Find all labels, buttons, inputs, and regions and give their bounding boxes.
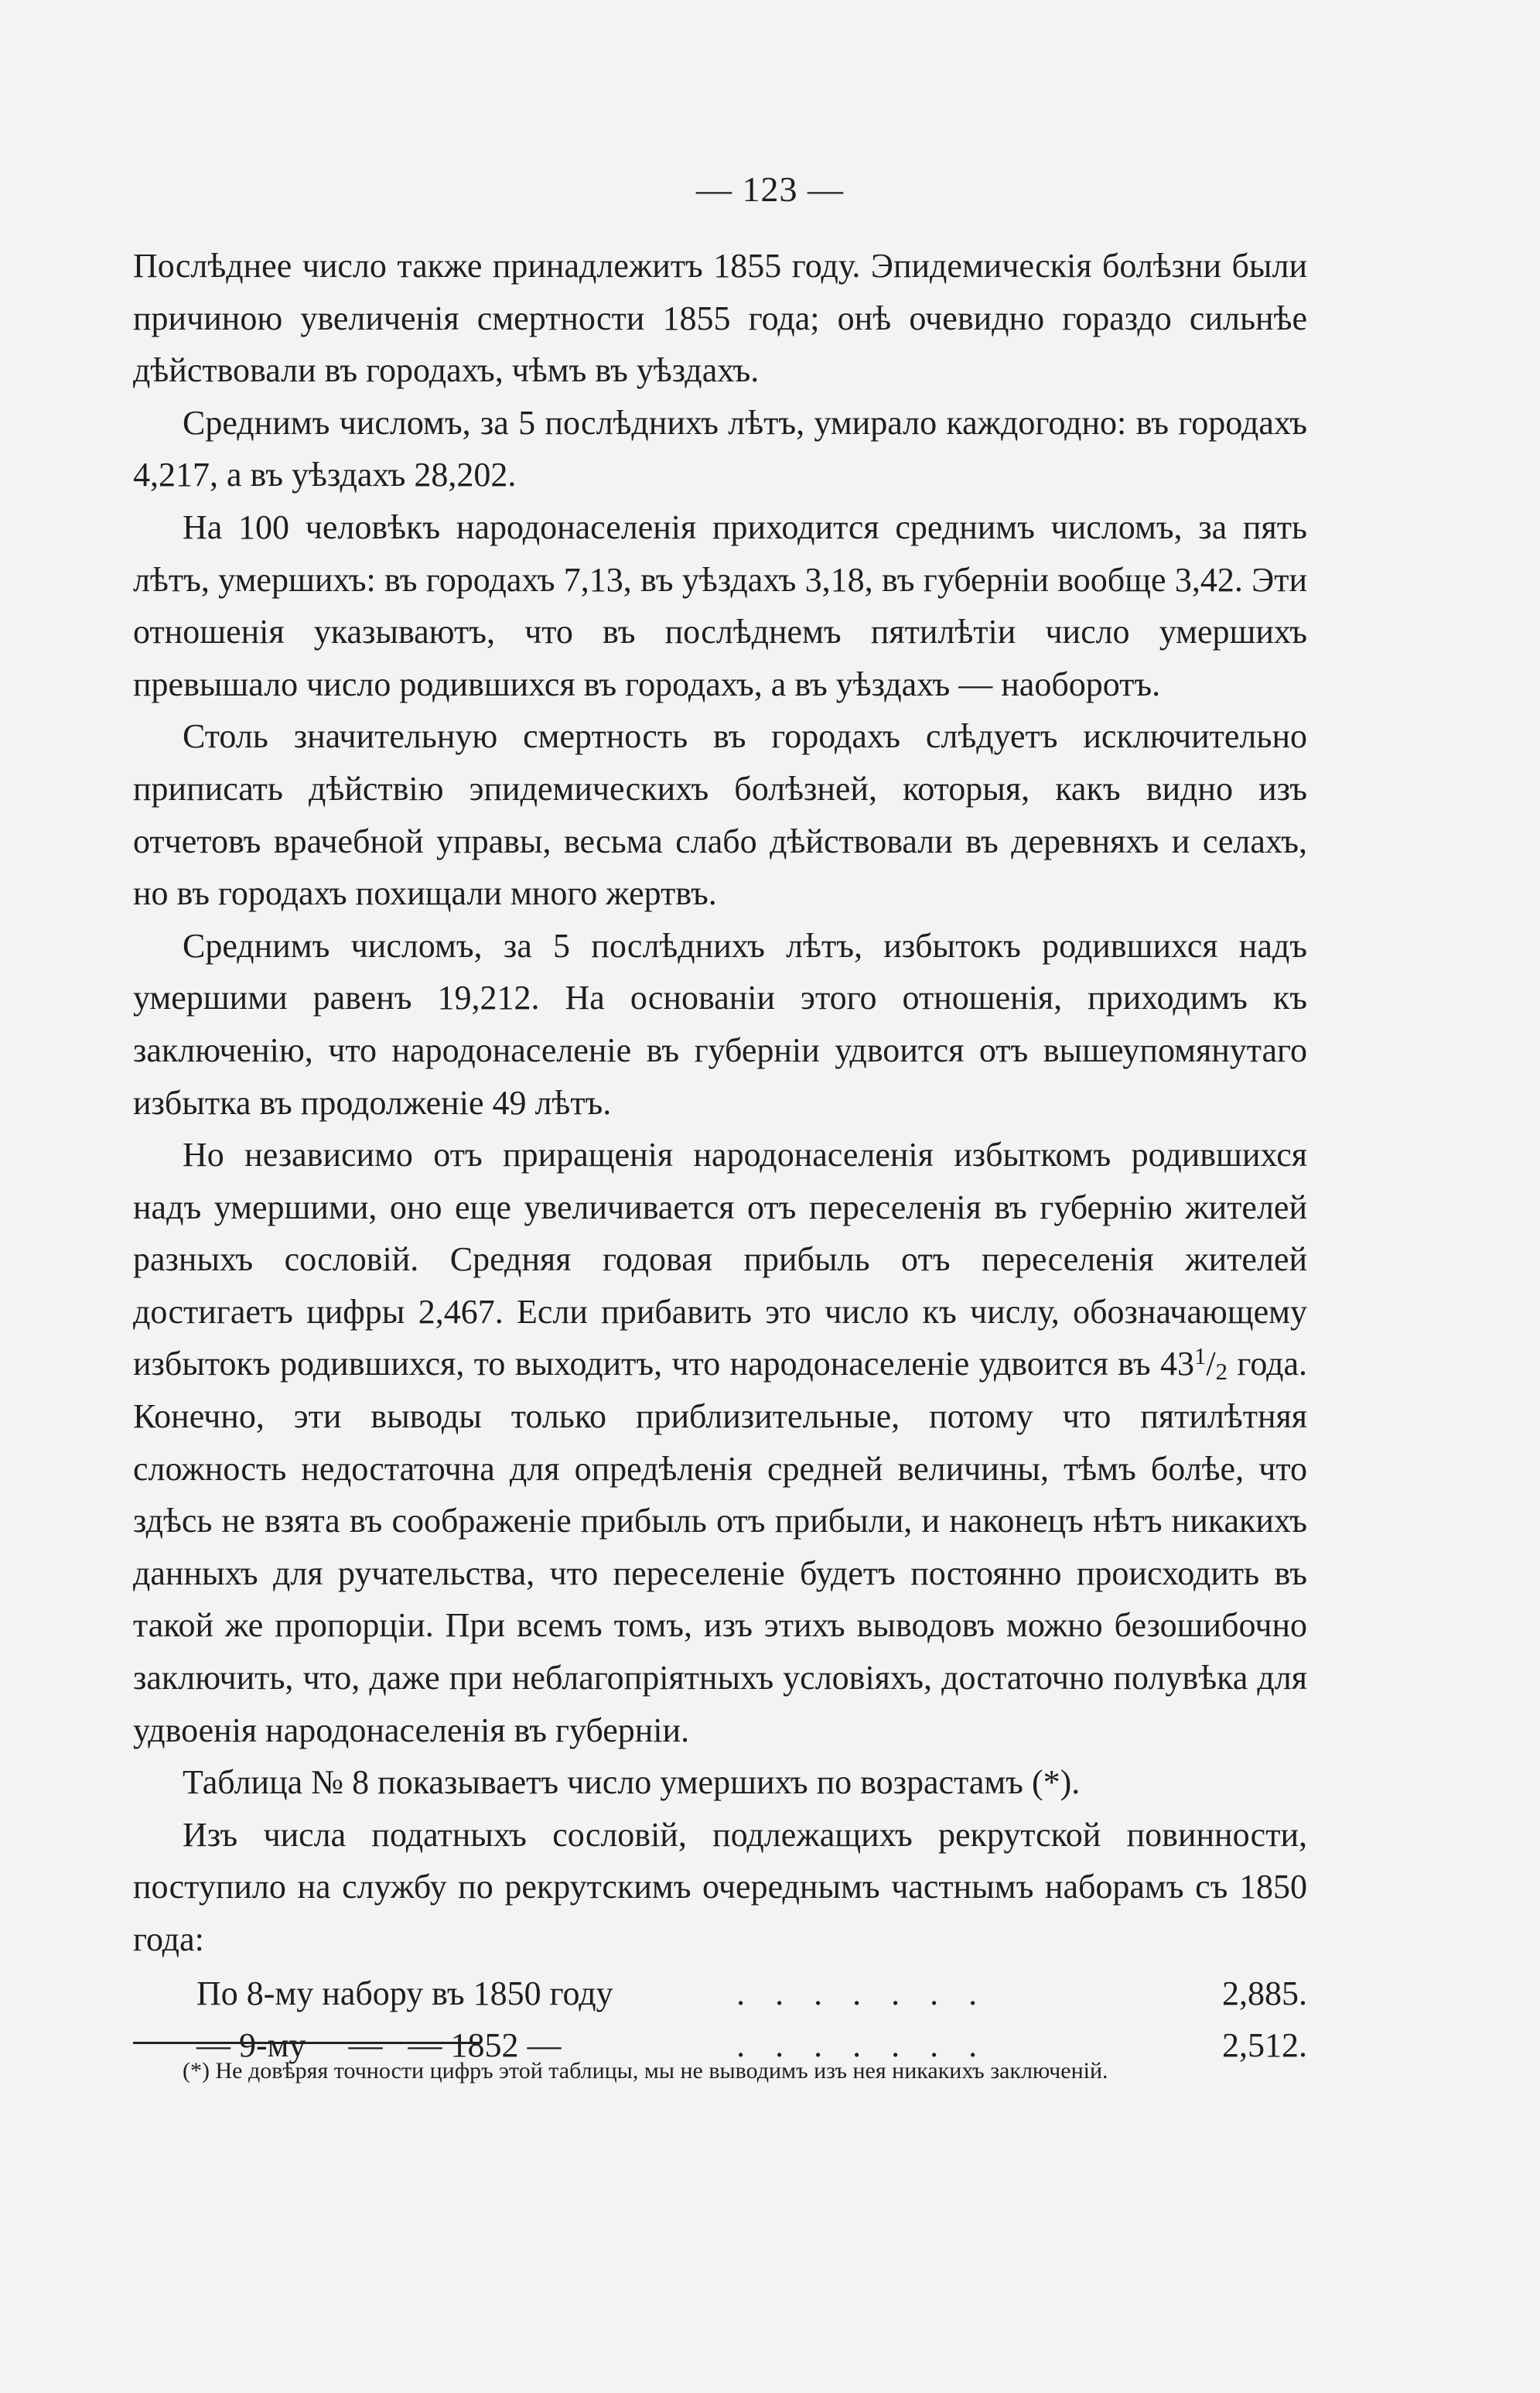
- paragraph-5: Среднимъ числомъ, за 5 послѣднихъ лѣтъ, избытокъ родившихся надъ умершими равенъ 19,212. На основаніи этого отношенія, приходимъ къ заключенію, что народонаселеніе въ губерніи удвоится отъ вышеупомянутаго избытка въ продолженіе 49 лѣтъ.: [133, 926, 1307, 1122]
- paragraph-3: На 100 человѣкъ народонаселенія приходится среднимъ числомъ, за пять лѣтъ, умершихъ: въ городахъ 7,13, въ уѣздахъ 3,18, въ губерніи вообще 3,42. Эти отношенія указываютъ, что въ послѣднемъ пятилѣтіи число умершихъ превышало число родившихся въ городахъ, а въ уѣздахъ — наоборотъ.: [133, 508, 1307, 703]
- quota-label: По 8-му набору въ 1850 году: [196, 1974, 613, 2012]
- paragraph-1: Послѣднее число также принадлежитъ 1855 году. Эпидемическія болѣзни были причиною увеличенія смертности 1855 года; онѣ очевидно гораздо сильнѣе дѣйствовали въ городахъ, чѣмъ въ уѣздахъ.: [133, 247, 1307, 390]
- paragraph-6-before: Но независимо отъ приращенія народонаселенія избыткомъ родившихся надъ умершими, оно еще увеличивается отъ переселенія въ губернію жителей разныхъ сословій. Средняя годовая прибыль отъ переселенія жителей достигаетъ цифры 2,467. Если прибавить это число къ числу, обозначающему избытокъ родившихся, то выходитъ, что народонаселеніе удвоится въ 43: [133, 1136, 1307, 1383]
- footnote-rule: [133, 2042, 480, 2044]
- quota-label: — 9-му — — 1852 —: [196, 2026, 562, 2065]
- paragraph-2: Среднимъ числомъ, за 5 послѣднихъ лѣтъ, умирало каждогодно: въ городахъ 4,217, а въ уѣздахъ 28,202.: [133, 403, 1307, 494]
- fraction-denominator: 2: [1215, 1359, 1228, 1386]
- footnote: (*) Не довѣряя точности цифръ этой таблицы, мы не выводимъ изъ нея никакихъ заключеній.: [183, 2058, 1108, 2084]
- quota-value: 2,885.: [1222, 1974, 1307, 2012]
- quota-leader-dots: . . . . . . .: [736, 1974, 989, 2012]
- paragraph-6-after: года. Конечно, эти выводы только приблизительные, потому что пятилѣтняя сложность недостаточна для опредѣленія средней величины, тѣмъ болѣе, что здѣсь не взята въ соображеніе прибыль отъ прибыли, и наконецъ нѣтъ никакихъ данныхъ для ручательства, что переселеніе будетъ постоянно происходить въ такой же пропорціи. При всемъ томъ, изъ этихъ выводовъ можно безошибочно заключить, что, даже при неблагопріятныхъ условіяхъ, достаточно полувѣка для удвоенія народонаселенія въ губерніи.: [133, 1345, 1308, 1749]
- quota-leader-dots: . . . . . . .: [736, 2026, 989, 2065]
- paragraph-4: Столь значительную смертность въ городахъ слѣдуетъ исключительно приписать дѣйствію эпидемическихъ болѣзней, которыя, какъ видно изъ отчетовъ врачебной управы, весьма слабо дѣйствовали въ деревняхъ и селахъ, но въ городахъ похищали много жертвъ.: [133, 717, 1307, 913]
- main-text: [133, 240, 1307, 2072]
- paragraph-6: [133, 1129, 1307, 1756]
- quota-row-1850: [133, 1967, 1307, 2020]
- page-number: — 123 —: [696, 169, 844, 209]
- recruit-intro: Изъ числа податныхъ сословій, подлежащихъ рекрутской повинности, поступило на службу по рекрутскимъ очереднымъ частнымъ наборамъ съ 1850 года:: [133, 1815, 1307, 1958]
- table-reference: Таблица № 8 показываетъ число умершихъ по возрастамъ (*).: [183, 1763, 1081, 1802]
- fraction-separator: /: [1206, 1345, 1216, 1383]
- quota-value: 2,512.: [1222, 2026, 1307, 2065]
- fraction-numerator: 1: [1193, 1343, 1207, 1370]
